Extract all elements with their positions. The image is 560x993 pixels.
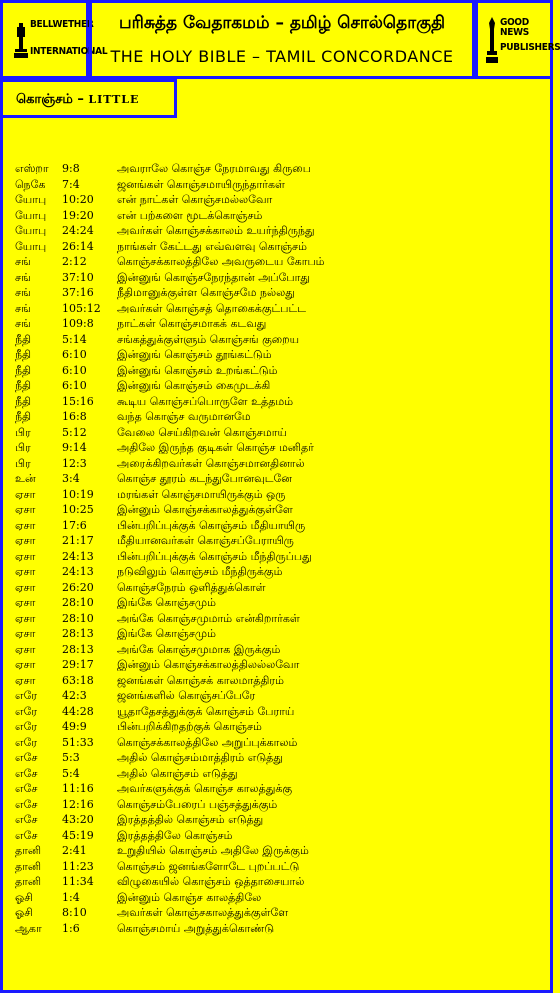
entry-text: அதில் கொஞ்சம்மாத்திரம் எடுத்து [117,751,283,764]
entry-text: ஜனங்கள் கொஞ்சமாயிருந்தார்கள் [117,177,285,191]
entry-book: யோபு [15,208,47,222]
entry-book: எஸ்றா [15,162,49,175]
entry-book: ஏசா [15,611,36,625]
entry-book: தானி [15,875,42,888]
entry-book: ஏசா [15,534,36,547]
entry-book: தானி [15,844,42,857]
publisher-logo-left [0,0,108,79]
entry-book: எரே [15,689,38,702]
entry-text: இன்னுங் கொஞ்சம் உறங்கட்டும் [117,363,278,377]
entry-text: கொஞ்சம் ஜனங்களோடே புறப்பட்டு [117,859,300,873]
list-item [15,673,550,689]
list-item [15,843,550,859]
concordance-list [15,161,550,936]
entry-text: இங்கே கொஞ்சமும் [117,627,216,640]
entry-book: நெகே [15,177,46,191]
logo-right-line1: GOOD NEWS [500,17,529,38]
entry-book: யோபு [15,224,47,237]
entry-book: பிர [15,456,31,470]
entry-reference: 37:16 [62,286,94,299]
logo-left-line1: BELLWETHER [30,19,94,30]
list-item [15,347,550,363]
entry-text: கொஞ்சம்பேரைப் பஞ்சத்துக்கும் [117,797,278,811]
list-item [15,518,550,534]
entry-book: ஏசா [15,642,36,656]
entry-text: கூடிய கொஞ்சப்பொருளே உத்தமம் [117,394,294,408]
list-item [15,828,550,844]
list-item [15,239,550,255]
entry-reference: 5:3 [62,751,80,764]
entry-reference: 49:9 [62,720,87,733]
entry-book: தானி [15,859,42,873]
entry-reference: 28:13 [62,642,94,656]
list-item [15,750,550,766]
list-item [15,812,550,828]
entry-text: அதிலே இருந்த குடிகள் கொஞ்ச மனிதர் [117,441,314,454]
entry-book: எசே [15,828,38,842]
entry-book: எரே [15,720,38,733]
title-banner [89,0,475,79]
entry-reference: 24:24 [62,224,94,237]
list-item [15,797,550,813]
list-item [15,378,550,394]
entry-reference: 2:12 [62,255,87,268]
list-item [15,301,550,317]
entry-reference: 43:20 [62,813,94,826]
entry-text: ஜனங்களில் கொஞ்சப்பேரே [117,689,256,702]
entry-text: என் நாட்கள் கொஞ்சமல்லவோ [117,193,273,206]
entry-text: அவர்கள் கொஞ்சக்காலம் உயர்ந்திருந்து [117,224,315,237]
entry-book: சங் [15,301,31,315]
list-item [15,611,550,627]
entry-book: நீதி [15,410,32,423]
entry-text: நாங்கள் கேட்டது எவ்வளவு கொஞ்சம் [117,239,307,253]
entry-text: சங்கத்துக்குள்ளும் கொஞ்சங் குறைய [117,332,300,346]
entry-book: நீதி [15,363,32,377]
list-item [15,223,550,239]
entry-reference: 1:4 [62,890,80,904]
logo-right-line2: PUBLISHERS [500,42,560,53]
entry-book: சங் [15,270,31,284]
list-item [15,921,550,937]
entry-reference: 105:12 [62,301,101,315]
entry-reference: 10:19 [62,487,94,501]
entry-book: எரே [15,704,38,718]
list-item [15,456,550,472]
entry-text: பின்பறிப்புக்குக் கொஞ்சம் மீந்திருப்பது [117,549,312,563]
list-item [15,394,550,410]
entry-reference: 12:16 [62,797,94,811]
entry-text: இன்னுங் கொஞ்சம் தூங்கட்டும் [117,348,272,361]
entry-text: பின்பறிப்புக்குக் கொஞ்சம் மீதியாயிரு [117,518,306,532]
frame-border-right [550,79,553,993]
entry-text: வந்த கொஞ்ச வருமானமே [117,410,251,423]
logo-left-line2: INTERNATIONAL [30,46,108,57]
entry-book: ஏசா [15,658,36,671]
entry-text: இன்னும் கொஞ்ச காலத்திலே [117,890,262,904]
list-item [15,905,550,921]
entry-book: ஏசா [15,503,36,516]
entry-reference: 15:16 [62,394,94,408]
list-item [15,316,550,332]
entry-reference: 24:13 [62,565,94,578]
entry-text: மரங்கள் கொஞ்சமாயிருக்கும் ஒரு [117,487,286,501]
list-item [15,580,550,596]
entry-reference: 3:4 [62,472,80,485]
entry-reference: 8:10 [62,906,87,919]
entry-reference: 5:14 [62,332,87,346]
entry-reference: 11:16 [62,782,94,795]
list-item [15,781,550,797]
entry-text: இன்னுங் கொஞ்சநேரந்தான் அப்போது [117,270,310,284]
entry-reference: 42:3 [62,689,87,702]
list-item [15,719,550,735]
entry-reference: 37:10 [62,270,94,284]
entry-text: யூதாதேசத்துக்குக் கொஞ்சம் பேராய் [117,704,295,718]
list-item [15,192,550,208]
entry-text: பின்பறிக்கிறதற்குக் கொஞ்சம் [117,720,262,733]
entry-reference: 17:6 [62,518,87,532]
headword-box [0,79,177,118]
entry-reference: 21:17 [62,534,94,547]
list-item [15,471,550,487]
list-item [15,626,550,642]
entry-book: எசே [15,782,38,795]
entry-text: கொஞ்சக்காலத்திலே அறுப்புக்காலம் [117,735,298,749]
entry-reference: 10:20 [62,193,94,206]
entry-text: இன்னும் கொஞ்சக்காலத்திலல்லவோ [117,658,300,671]
entry-reference: 28:10 [62,596,94,609]
entry-reference: 26:20 [62,580,94,594]
entry-book: ஓசி [15,906,33,919]
entry-book: ஏசா [15,673,36,687]
entry-reference: 5:12 [62,425,87,439]
entry-text: ஜனங்கள் கொஞ்சக் காலமாத்திரம் [117,673,284,687]
list-item [15,657,550,673]
entry-book: ஏசா [15,596,36,609]
entry-reference: 44:28 [62,704,94,718]
entry-text: கொஞ்ச தூரம் கடந்துபோனவுடனே [117,472,292,485]
entry-reference: 6:10 [62,363,87,377]
entry-text: என் பற்களை மூடக்கொஞ்சம் [117,208,263,222]
entry-reference: 19:20 [62,208,94,222]
list-item [15,285,550,301]
entry-reference: 26:14 [62,239,94,253]
list-item [15,332,550,348]
list-item [15,688,550,704]
entry-reference: 63:18 [62,673,94,687]
entry-reference: 9:14 [62,441,87,454]
list-item [15,177,550,193]
entry-text: இங்கே கொஞ்சமும் [117,596,216,609]
entry-text: அங்கே கொஞ்சமுமாக இருக்கும் [117,642,281,656]
list-item [15,363,550,379]
entry-book: ஏசா [15,487,36,501]
list-item [15,704,550,720]
entry-book: சங் [15,286,31,299]
headword-tamil: கொஞ்சம் [16,92,73,107]
list-item [15,890,550,906]
entry-text: அவராலே கொஞ்ச நேரமாவது கிருபை [117,162,311,175]
headword-separator: – [72,92,89,107]
entry-text: அங்கே கொஞ்சமுமாம் என்கிறார்கள் [117,611,300,625]
list-item [15,735,550,751]
entry-reference: 16:8 [62,410,87,423]
entry-reference: 11:23 [62,859,94,873]
entry-text: இரத்தத்தில் கொஞ்சம் எடுத்து [117,813,264,826]
list-item [15,564,550,580]
entry-book: உன் [15,472,36,485]
list-item [15,549,550,565]
entry-text: விழுகையில் கொஞ்சம் ஒத்தாசையால் [117,875,305,888]
entry-book: நீதி [15,332,32,346]
entry-book: ஏசா [15,565,36,578]
entry-text: அதில் கொஞ்சம் எடுத்து [117,766,238,780]
entry-text: இரத்தத்திலே கொஞ்சம் [117,828,233,842]
entry-book: ஆகா [15,921,42,935]
entry-book: யோபு [15,239,47,253]
entry-reference: 9:8 [62,162,80,175]
entry-book: ஏசா [15,518,36,532]
entry-book: ஏசா [15,549,36,563]
list-item [15,208,550,224]
list-item [15,766,550,782]
list-item [15,533,550,549]
headword-english: LITTLE [88,93,140,106]
entry-reference: 7:4 [62,177,80,191]
entry-reference: 24:13 [62,549,94,563]
entry-text: மீதியானவர்கள் கொஞ்சப்பேராயிரு [117,534,294,547]
entry-text: அவர்கள் கொஞ்சகாலத்துக்குள்ளே [117,906,289,919]
entry-text: கொஞ்சக்காலத்திலே அவருடைய கோபம் [117,255,325,268]
entry-text: அவர்களுக்குக் கொஞ்ச காலத்துக்கு [117,782,293,795]
list-item [15,642,550,658]
entry-book: நீதி [15,394,32,408]
entry-reference: 10:25 [62,503,94,516]
entry-book: எசே [15,797,38,811]
entry-text: அரைக்கிறவர்கள் கொஞ்சமானதினால் [117,456,305,470]
entry-reference: 28:10 [62,611,94,625]
entry-text: நடுவிலும் கொஞ்சம் மீந்திருக்கும் [117,565,283,578]
entry-text: அவர்கள் கொஞ்சத் தொகைக்குட்பட்ட [117,301,306,315]
list-item [15,502,550,518]
entry-reference: 6:10 [62,379,87,392]
list-item [15,874,550,890]
entry-book: எசே [15,813,38,826]
lamp-icon [14,23,28,59]
entry-text: கொஞ்சமாய் அறுத்துக்கொண்டு [117,921,275,935]
entry-reference: 6:10 [62,348,87,361]
entry-book: நீதி [15,348,32,361]
entry-book: எசே [15,766,38,780]
entry-text: வேலை செய்கிறவன் கொஞ்சமாய் [117,425,287,439]
publisher-logo-right [475,0,560,79]
entry-reference: 5:4 [62,766,80,780]
entry-book: சங் [15,255,31,268]
entry-book: யோபு [15,193,47,206]
entry-book: எரே [15,735,38,749]
list-item [15,440,550,456]
entry-reference: 45:19 [62,828,94,842]
list-item [15,161,550,177]
list-item [15,254,550,270]
headword [16,92,139,108]
list-item [15,595,550,611]
entry-reference: 29:17 [62,658,94,671]
entry-book: சங் [15,317,31,330]
entry-text: இன்னும் கொஞ்சக்காலத்துக்குள்ளே [117,503,293,516]
list-item [15,409,550,425]
entry-reference: 2:41 [62,844,87,857]
entry-text: கொஞ்சநேரம் ஒளித்துக்கொள் [117,580,266,594]
entry-book: ஏசா [15,627,36,640]
entry-text: நீதிமானுக்குள்ள கொஞ்சமே நல்லது [117,286,295,299]
entry-book: எசே [15,751,38,764]
entry-text: இன்னுங் கொஞ்சம் கைமுடக்கி [117,379,271,392]
entry-book: நீதி [15,379,32,392]
title-english: THE HOLY BIBLE – TAMIL CONCORDANCE [110,47,454,66]
list-item [15,270,550,286]
entry-book: பிர [15,425,31,439]
entry-text: உறுதியில் கொஞ்சம் அதிலே இருக்கும் [117,844,309,857]
list-item [15,859,550,875]
title-tamil: பரிசுத்த வேதாகமம் – தமிழ் சொல்தொகுதி [118,13,446,33]
list-item [15,487,550,503]
entry-reference: 109:8 [62,317,94,330]
entry-book: ஓசி [15,890,33,904]
entry-reference: 51:33 [62,735,94,749]
entry-reference: 28:13 [62,627,94,640]
entry-book: பிர [15,441,31,454]
entry-reference: 1:6 [62,921,80,935]
lamp-icon [486,17,498,65]
list-item [15,425,550,441]
entry-text: நாட்கள் கொஞ்சமாகக் கடவது [117,317,267,330]
entry-reference: 12:3 [62,456,87,470]
frame-border-left [0,118,3,993]
entry-book: ஏசா [15,580,36,594]
entry-reference: 11:34 [62,875,94,888]
